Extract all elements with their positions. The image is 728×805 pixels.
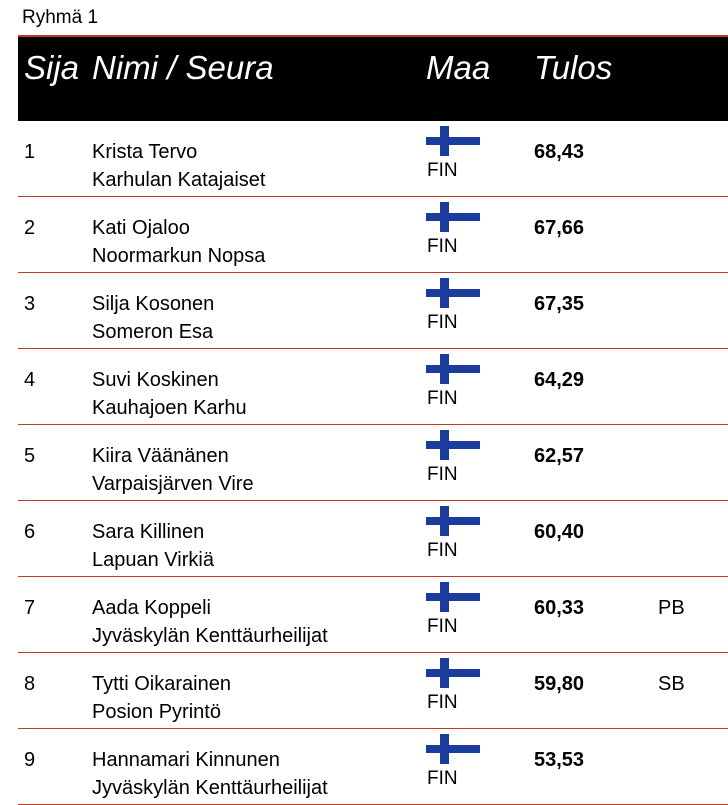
table-row [18, 273, 728, 349]
rank-cell: 9 [24, 749, 36, 771]
rank-cell: 3 [24, 293, 36, 315]
athlete-name: Sara Killinen [92, 521, 205, 543]
rank-cell: 5 [24, 445, 36, 467]
result-value: 53,53 [534, 749, 585, 771]
table-body [18, 121, 728, 805]
country-code: FIN [427, 540, 458, 561]
result-note: SB [658, 673, 685, 695]
athlete-club: Kauhajoen Karhu [92, 397, 247, 419]
finland-flag-icon [426, 126, 480, 156]
athlete-club: Noormarkun Nopsa [92, 245, 266, 267]
country-code: FIN [427, 692, 458, 713]
athlete-name: Silja Kosonen [92, 293, 215, 315]
result-value: 60,33 [534, 597, 585, 619]
result-value: 67,66 [534, 217, 585, 239]
result-value: 64,29 [534, 369, 585, 391]
table-row [18, 425, 728, 501]
header-rank: Sija [24, 49, 80, 86]
result-value: 67,35 [534, 293, 585, 315]
country-code: FIN [427, 464, 458, 485]
table-row [18, 501, 728, 577]
finland-flag-icon [426, 506, 480, 536]
table-row [18, 653, 728, 729]
athlete-club: Lapuan Virkiä [92, 549, 214, 571]
finland-flag-icon [426, 354, 480, 384]
athlete-name: Kati Ojaloo [92, 217, 190, 239]
country-code: FIN [427, 160, 458, 181]
header-name: Nimi / Seura [92, 49, 274, 86]
result-value: 68,43 [534, 141, 585, 163]
finland-flag-icon [426, 430, 480, 460]
athlete-name: Tytti Oikarainen [92, 673, 231, 695]
athlete-name: Aada Koppeli [92, 597, 211, 619]
athlete-club: Someron Esa [92, 321, 214, 343]
athlete-name: Suvi Koskinen [92, 369, 219, 391]
finland-flag-icon [426, 278, 480, 308]
country-code: FIN [427, 236, 458, 257]
rank-cell: 1 [24, 141, 36, 163]
result-value: 59,80 [534, 673, 585, 695]
athlete-name: Krista Tervo [92, 141, 198, 163]
athlete-name: Hannamari Kinnunen [92, 749, 280, 771]
group-title: Ryhmä 1 [22, 7, 99, 28]
rank-cell: 2 [24, 217, 36, 239]
result-note: PB [658, 597, 685, 619]
athlete-club: Varpaisjärven Vire [92, 473, 254, 495]
athlete-club: Karhulan Katajaiset [92, 169, 266, 191]
header-result: Tulos [534, 49, 613, 86]
finland-flag-icon [426, 658, 480, 688]
table-row [18, 197, 728, 273]
table-row [18, 121, 728, 197]
athlete-name: Kiira Väänänen [92, 445, 229, 467]
country-code: FIN [427, 388, 458, 409]
finland-flag-icon [426, 202, 480, 232]
athlete-club: Jyväskylän Kenttäurheilijat [92, 777, 328, 799]
rank-cell: 6 [24, 521, 36, 543]
rank-cell: 7 [24, 597, 36, 619]
finland-flag-icon [426, 582, 480, 612]
header-country: Maa [426, 49, 491, 86]
result-value: 62,57 [534, 445, 585, 467]
country-code: FIN [427, 312, 458, 333]
athlete-club: Jyväskylän Kenttäurheilijat [92, 625, 328, 647]
country-code: FIN [427, 768, 458, 789]
results-table [18, 35, 728, 805]
rank-cell: 4 [24, 369, 36, 391]
table-row [18, 577, 728, 653]
table-header [18, 35, 728, 121]
rank-cell: 8 [24, 673, 36, 695]
finland-flag-icon [426, 734, 480, 764]
result-value: 60,40 [534, 521, 585, 543]
country-code: FIN [427, 616, 458, 637]
athlete-club: Posion Pyrintö [92, 701, 221, 723]
table-row [18, 729, 728, 805]
table-row [18, 349, 728, 425]
